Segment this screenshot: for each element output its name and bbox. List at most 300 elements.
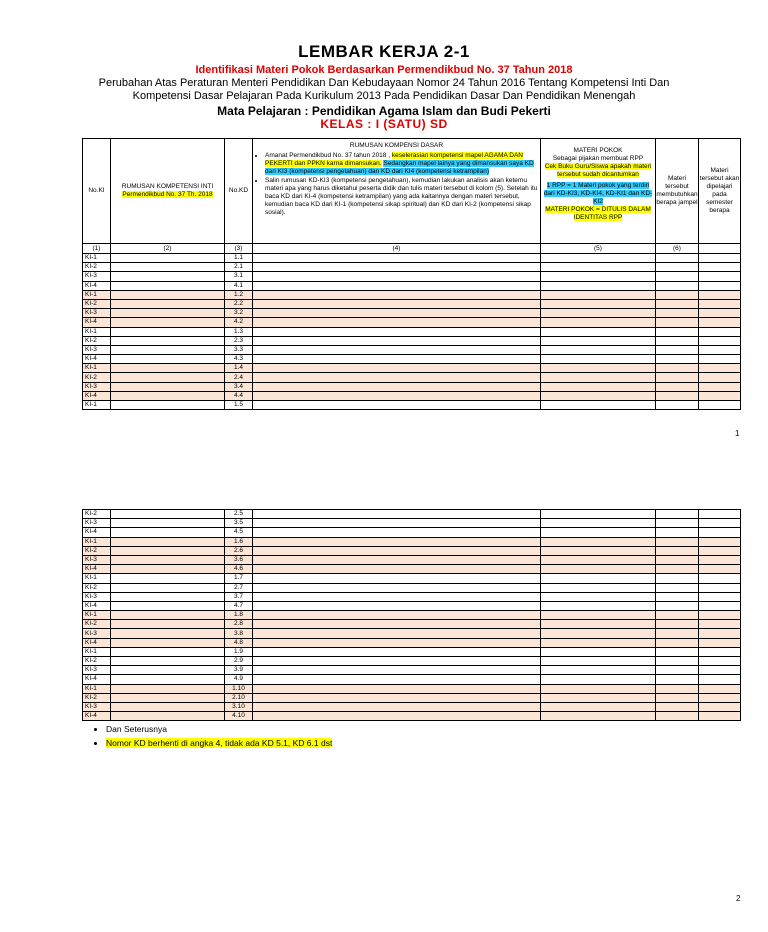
cell-ki-text[interactable]: [111, 364, 225, 373]
cell-ki: KI-2: [83, 546, 111, 555]
cell-kd-text[interactable]: [253, 601, 541, 610]
cell-jampel[interactable]: [656, 546, 699, 555]
note-item-2: [106, 736, 332, 750]
cell-semester[interactable]: [699, 299, 741, 308]
cell-semester[interactable]: [699, 601, 741, 610]
cell-materi[interactable]: [541, 318, 656, 327]
cell-ki-text[interactable]: [111, 657, 225, 666]
cell-kd-text[interactable]: [253, 336, 541, 345]
col-number-2: (2): [111, 244, 225, 254]
cell-semester[interactable]: [699, 401, 741, 410]
cell-kd-text[interactable]: [253, 574, 541, 583]
cell-ki: KI-1: [83, 611, 111, 620]
cell-kd-text[interactable]: [253, 546, 541, 555]
cell-semester[interactable]: [699, 611, 741, 620]
cell-ki-text[interactable]: [111, 510, 225, 519]
cell-jampel[interactable]: [656, 712, 699, 721]
cell-ki-text[interactable]: [111, 318, 225, 327]
worksheet-table-page1: [82, 138, 741, 410]
cell-kd: 2.2: [225, 299, 253, 308]
cell-ki: KI-2: [83, 373, 111, 382]
cell-ki-text[interactable]: [111, 263, 225, 272]
cell-semester[interactable]: [699, 309, 741, 318]
cell-semester[interactable]: [699, 712, 741, 721]
cell-materi[interactable]: [541, 299, 656, 308]
cell-semester[interactable]: [699, 537, 741, 546]
cell-kd: 3.8: [225, 629, 253, 638]
cell-ki-text[interactable]: [111, 299, 225, 308]
cell-materi[interactable]: [541, 510, 656, 519]
cell-semester[interactable]: [699, 583, 741, 592]
cell-semester[interactable]: [699, 555, 741, 564]
table-row: [83, 702, 741, 711]
cell-materi[interactable]: [541, 620, 656, 629]
cell-kd-text[interactable]: [253, 666, 541, 675]
cell-ki-text[interactable]: [111, 336, 225, 345]
table-row: [83, 272, 741, 281]
table-row: [83, 373, 741, 382]
cell-semester[interactable]: [699, 364, 741, 373]
cell-ki: KI-1: [83, 574, 111, 583]
cell-ki-text[interactable]: [111, 309, 225, 318]
cell-kd: 3.6: [225, 555, 253, 564]
cell-kd-text[interactable]: [253, 565, 541, 574]
cell-kd: 2.4: [225, 373, 253, 382]
cell-ki: KI-1: [83, 537, 111, 546]
kd-instruction-2: • Salin rumusan KD-KI3 (kompetensi pengetahuan), kemudian lakukan analisis akan ketemu materi apa yang harus diketahui peserta didik dan tulis materi tersebut di kolom (5). Setelah itu baca KD dari KI-4 (kompetensi ketrampilan) yang ada kaitannya dengan materi tersebut, kemudian baca KD dari KI-1 (kompetensi sikap spiritual) dan KD dari KI-2 (kompetensi sikap sosial).: [265, 177, 538, 217]
cell-materi[interactable]: [541, 555, 656, 564]
cell-materi[interactable]: [541, 327, 656, 336]
header-rumusan-ki-source: [111, 191, 224, 199]
cell-jampel[interactable]: [656, 528, 699, 537]
cell-materi[interactable]: [541, 401, 656, 410]
cell-kd: 4.4: [225, 391, 253, 400]
cell-kd-text[interactable]: [253, 391, 541, 400]
cell-semester[interactable]: [699, 546, 741, 555]
cell-jampel[interactable]: [656, 647, 699, 656]
cell-kd: 4.5: [225, 528, 253, 537]
cell-kd-text[interactable]: [253, 401, 541, 410]
cell-materi[interactable]: [541, 702, 656, 711]
cell-kd-text[interactable]: [253, 290, 541, 299]
col-number-6: (6): [656, 244, 699, 254]
cell-ki-text[interactable]: [111, 546, 225, 555]
cell-materi[interactable]: [541, 272, 656, 281]
cell-semester[interactable]: [699, 281, 741, 290]
cell-kd: 1.8: [225, 611, 253, 620]
cell-semester[interactable]: [699, 702, 741, 711]
cell-materi[interactable]: [541, 391, 656, 400]
cell-ki: KI-2: [83, 583, 111, 592]
cell-kd-text[interactable]: [253, 327, 541, 336]
cell-kd-text[interactable]: [253, 555, 541, 564]
cell-semester[interactable]: [699, 254, 741, 263]
cell-ki: KI-3: [83, 272, 111, 281]
cell-kd: 4.1: [225, 281, 253, 290]
cell-ki-text[interactable]: [111, 281, 225, 290]
cell-materi[interactable]: [541, 693, 656, 702]
cell-ki-text[interactable]: [111, 684, 225, 693]
table-row: [83, 537, 741, 546]
cell-semester[interactable]: [699, 272, 741, 281]
cell-ki: KI-3: [83, 345, 111, 354]
cell-materi[interactable]: [541, 592, 656, 601]
cell-materi[interactable]: [541, 675, 656, 684]
page-number-1: 1: [735, 429, 740, 438]
note-item-1: • Dan Seterusnya: [106, 722, 332, 736]
cell-materi[interactable]: [541, 290, 656, 299]
cell-ki-text[interactable]: [111, 565, 225, 574]
cell-ki-text[interactable]: [111, 620, 225, 629]
cell-jampel[interactable]: [656, 519, 699, 528]
cell-semester[interactable]: [699, 684, 741, 693]
cell-ki-text[interactable]: [111, 647, 225, 656]
cell-kd-text[interactable]: [253, 583, 541, 592]
cell-ki-text[interactable]: [111, 702, 225, 711]
table-row: [83, 693, 741, 702]
cell-jampel[interactable]: [656, 336, 699, 345]
cell-ki-text[interactable]: [111, 693, 225, 702]
cell-jampel[interactable]: [656, 281, 699, 290]
cell-materi[interactable]: [541, 546, 656, 555]
cell-materi[interactable]: [541, 336, 656, 345]
cell-kd: 1.1: [225, 254, 253, 263]
col-number-3: (3): [225, 244, 253, 254]
cell-kd-text[interactable]: [253, 345, 541, 354]
cell-semester[interactable]: [699, 290, 741, 299]
cell-ki-text[interactable]: [111, 629, 225, 638]
cell-semester[interactable]: [699, 391, 741, 400]
cell-jampel[interactable]: [656, 254, 699, 263]
cell-jampel[interactable]: [656, 401, 699, 410]
materi-line-3-text: 1 RPP = 1 Materi pokok yang terdiri dari KD-KI3, KD-KI4, KD-KI1 dan KD-KI2: [543, 182, 653, 205]
cell-semester[interactable]: [699, 327, 741, 336]
cell-ki-text[interactable]: [111, 391, 225, 400]
cell-jampel[interactable]: [656, 318, 699, 327]
cell-kd: 4.8: [225, 638, 253, 647]
cell-jampel[interactable]: [656, 666, 699, 675]
cell-jampel[interactable]: [656, 693, 699, 702]
cell-materi[interactable]: [541, 565, 656, 574]
table-row: [83, 675, 741, 684]
cell-semester[interactable]: [699, 510, 741, 519]
cell-ki-text[interactable]: [111, 528, 225, 537]
cell-ki-text[interactable]: [111, 592, 225, 601]
cell-ki-text[interactable]: [111, 601, 225, 610]
cell-jampel[interactable]: [656, 574, 699, 583]
col-number-7: [699, 244, 741, 254]
cell-jampel[interactable]: [656, 537, 699, 546]
cell-kd: 3.4: [225, 382, 253, 391]
cell-kd-text[interactable]: [253, 675, 541, 684]
cell-kd-text[interactable]: [253, 537, 541, 546]
table-row: [83, 263, 741, 272]
table-row: [83, 355, 741, 364]
kd-instruction-1: [265, 152, 538, 176]
cell-kd-text[interactable]: [253, 693, 541, 702]
cell-materi[interactable]: [541, 666, 656, 675]
kd-instruction-1c: Sedangkan mapel lainya yang dimansukan saya KD dari KI3 (kompetensi pengetahuan) dan KD dari KI4 (kompetensi ketrampilan): [265, 160, 534, 175]
cell-ki: KI-3: [83, 382, 111, 391]
cell-materi[interactable]: [541, 355, 656, 364]
cell-kd: 4.7: [225, 601, 253, 610]
cell-kd-text[interactable]: [253, 657, 541, 666]
cell-ki-text[interactable]: [111, 712, 225, 721]
cell-semester[interactable]: [699, 382, 741, 391]
cell-ki-text[interactable]: [111, 272, 225, 281]
header-no-kd: No.KD: [225, 139, 253, 244]
cell-kd: 4.2: [225, 318, 253, 327]
cell-kd-text[interactable]: [253, 519, 541, 528]
cell-jampel[interactable]: [656, 391, 699, 400]
cell-materi[interactable]: [541, 712, 656, 721]
cell-semester[interactable]: [699, 336, 741, 345]
cell-kd-text[interactable]: [253, 712, 541, 721]
cell-materi[interactable]: [541, 528, 656, 537]
document-subtitle: Identifikasi Materi Pokok Berdasarkan Permendikbud No. 37 Tahun 2018: [195, 64, 573, 76]
cell-materi[interactable]: [541, 263, 656, 272]
materi-line-4: [541, 206, 655, 222]
cell-materi[interactable]: [541, 601, 656, 610]
kd-instruction-1b: keselerasian kompetensi mapel AGAMA DAN PEKERTI dan PPKN karna dimansukan.: [265, 152, 523, 167]
cell-semester[interactable]: [699, 528, 741, 537]
cell-jampel[interactable]: [656, 272, 699, 281]
cell-materi[interactable]: [541, 657, 656, 666]
cell-materi[interactable]: [541, 345, 656, 354]
materi-line-4-text: MATERI POKOK = DITULIS DALAM IDENTITAS RPP: [545, 206, 651, 221]
table-row: [83, 647, 741, 656]
cell-ki-text[interactable]: [111, 555, 225, 564]
header-no-ki: No.KI: [83, 139, 111, 244]
cell-kd-text[interactable]: [253, 272, 541, 281]
cell-ki: KI-1: [83, 290, 111, 299]
cell-ki: KI-4: [83, 281, 111, 290]
header-rumusan-ki: [111, 139, 225, 244]
cell-jampel[interactable]: [656, 355, 699, 364]
table-row: [83, 290, 741, 299]
cell-semester[interactable]: [699, 355, 741, 364]
cell-kd-text[interactable]: [253, 528, 541, 537]
cell-ki-text[interactable]: [111, 611, 225, 620]
cell-jampel[interactable]: [656, 629, 699, 638]
cell-kd-text[interactable]: [253, 629, 541, 638]
cell-kd-text[interactable]: [253, 364, 541, 373]
cell-ki-text[interactable]: [111, 355, 225, 364]
cell-kd: 1.10: [225, 684, 253, 693]
cell-materi[interactable]: [541, 281, 656, 290]
table-row: [83, 510, 741, 519]
cell-ki: KI-4: [83, 601, 111, 610]
cell-ki: KI-4: [83, 638, 111, 647]
cell-ki: KI-2: [83, 510, 111, 519]
kd-instruction-1a: Amanat Permendikbud No. 37 tahun 2018 ,: [265, 152, 391, 159]
cell-jampel[interactable]: [656, 364, 699, 373]
cell-materi[interactable]: [541, 629, 656, 638]
cell-materi[interactable]: [541, 647, 656, 656]
cell-semester[interactable]: [699, 657, 741, 666]
cell-materi[interactable]: [541, 684, 656, 693]
cell-kd: 1.6: [225, 537, 253, 546]
cell-kd: 2.5: [225, 510, 253, 519]
cell-jampel[interactable]: [656, 583, 699, 592]
cell-jampel[interactable]: [656, 592, 699, 601]
cell-kd: 1.3: [225, 327, 253, 336]
cell-kd-text[interactable]: [253, 638, 541, 647]
cell-materi[interactable]: [541, 519, 656, 528]
cell-materi[interactable]: [541, 382, 656, 391]
cell-jampel[interactable]: [656, 657, 699, 666]
cell-jampel[interactable]: [656, 638, 699, 647]
cell-semester[interactable]: [699, 373, 741, 382]
cell-semester[interactable]: [699, 620, 741, 629]
table-row: [83, 611, 741, 620]
header-semester: Materi tersebut akan dipelajari pada semester berapa: [699, 139, 741, 244]
cell-ki: KI-3: [83, 592, 111, 601]
cell-jampel[interactable]: [656, 382, 699, 391]
cell-semester[interactable]: [699, 647, 741, 656]
cell-jampel[interactable]: [656, 327, 699, 336]
cell-materi[interactable]: [541, 583, 656, 592]
table-row: [83, 528, 741, 537]
cell-kd-text[interactable]: [253, 299, 541, 308]
table-row: [83, 657, 741, 666]
cell-materi[interactable]: [541, 574, 656, 583]
cell-ki: KI-1: [83, 401, 111, 410]
header-rumusan-ki-source-text: Permendikbud No. 37 Th. 2018: [122, 191, 213, 198]
header-materi-pokok: [541, 139, 656, 244]
cell-kd-text[interactable]: [253, 592, 541, 601]
cell-ki: KI-2: [83, 336, 111, 345]
cell-ki-text[interactable]: [111, 290, 225, 299]
cell-jampel[interactable]: [656, 675, 699, 684]
cell-kd-text[interactable]: [253, 702, 541, 711]
cell-kd-text[interactable]: [253, 263, 541, 272]
materi-title: MATERI POKOK: [573, 147, 623, 154]
cell-kd-text[interactable]: [253, 254, 541, 263]
cell-jampel[interactable]: [656, 555, 699, 564]
cell-ki: KI-3: [83, 702, 111, 711]
cell-semester[interactable]: [699, 318, 741, 327]
cell-ki: KI-1: [83, 254, 111, 263]
cell-kd-text[interactable]: [253, 309, 541, 318]
cell-semester[interactable]: [699, 565, 741, 574]
table-row: [83, 345, 741, 354]
column-number-row: [83, 244, 741, 254]
cell-kd-text[interactable]: [253, 611, 541, 620]
cell-ki-text[interactable]: [111, 401, 225, 410]
cell-ki: KI-3: [83, 519, 111, 528]
cell-jampel[interactable]: [656, 345, 699, 354]
cell-kd-text[interactable]: [253, 382, 541, 391]
cell-materi[interactable]: [541, 364, 656, 373]
cell-semester[interactable]: [699, 693, 741, 702]
cell-kd: 3.7: [225, 592, 253, 601]
table-row: [83, 318, 741, 327]
cell-ki-text[interactable]: [111, 574, 225, 583]
cell-jampel[interactable]: [656, 510, 699, 519]
cell-materi[interactable]: [541, 611, 656, 620]
cell-ki: KI-4: [83, 565, 111, 574]
cell-semester[interactable]: [699, 629, 741, 638]
materi-line-3: [541, 182, 655, 206]
cell-ki-text[interactable]: [111, 675, 225, 684]
cell-ki-text[interactable]: [111, 638, 225, 647]
cell-materi[interactable]: [541, 309, 656, 318]
cell-kd-text[interactable]: [253, 318, 541, 327]
cell-semester[interactable]: [699, 666, 741, 675]
cell-jampel[interactable]: [656, 684, 699, 693]
cell-materi[interactable]: [541, 638, 656, 647]
cell-kd-text[interactable]: [253, 647, 541, 656]
cell-ki: KI-3: [83, 629, 111, 638]
cell-kd-text[interactable]: [253, 373, 541, 382]
cell-kd: 2.6: [225, 546, 253, 555]
cell-kd: 3.3: [225, 345, 253, 354]
cell-ki-text[interactable]: [111, 519, 225, 528]
cell-materi[interactable]: [541, 254, 656, 263]
table-row: [83, 684, 741, 693]
cell-ki: KI-3: [83, 666, 111, 675]
cell-jampel[interactable]: [656, 611, 699, 620]
cell-semester[interactable]: [699, 574, 741, 583]
cell-kd-text[interactable]: [253, 281, 541, 290]
cell-kd-text[interactable]: [253, 355, 541, 364]
cell-jampel[interactable]: [656, 263, 699, 272]
col-number-4: (4): [253, 244, 541, 254]
cell-kd-text[interactable]: [253, 684, 541, 693]
cell-ki: KI-4: [83, 391, 111, 400]
cell-jampel[interactable]: [656, 565, 699, 574]
cell-materi[interactable]: [541, 373, 656, 382]
cell-jampel[interactable]: [656, 290, 699, 299]
cell-ki: KI-4: [83, 318, 111, 327]
cell-jampel[interactable]: [656, 601, 699, 610]
cell-semester[interactable]: [699, 345, 741, 354]
cell-ki-text[interactable]: [111, 254, 225, 263]
document-description: Perubahan Atas Peraturan Menteri Pendidikan Dan Kebudayaan Nomor 24 Tahun 2016 Tentang Kompetensi Inti Dan Kompetensi Dasar Pelajaran Pada Kurikulum 2013 Pada Pendidikan Dasar Dan Pendidikan Menengah: [98, 77, 670, 102]
cell-kd: 2.7: [225, 583, 253, 592]
cell-kd: 4.10: [225, 712, 253, 721]
cell-ki: KI-4: [83, 528, 111, 537]
cell-ki-text[interactable]: [111, 537, 225, 546]
cell-ki: KI-2: [83, 620, 111, 629]
cell-semester[interactable]: [699, 263, 741, 272]
cell-ki-text[interactable]: [111, 327, 225, 336]
cell-jampel[interactable]: [656, 309, 699, 318]
cell-semester[interactable]: [699, 519, 741, 528]
cell-semester[interactable]: [699, 638, 741, 647]
cell-ki-text[interactable]: [111, 583, 225, 592]
cell-kd: 2.9: [225, 657, 253, 666]
cell-materi[interactable]: [541, 537, 656, 546]
table-row: [83, 592, 741, 601]
cell-jampel[interactable]: [656, 373, 699, 382]
cell-semester[interactable]: [699, 592, 741, 601]
cell-jampel[interactable]: [656, 299, 699, 308]
cell-jampel[interactable]: [656, 620, 699, 629]
cell-jampel[interactable]: [656, 702, 699, 711]
cell-ki-text[interactable]: [111, 382, 225, 391]
cell-ki-text[interactable]: [111, 345, 225, 354]
cell-kd: 3.5: [225, 519, 253, 528]
header-jampel: Materi tersebut membutuhkan berapa jampel: [656, 139, 699, 244]
cell-ki-text[interactable]: [111, 373, 225, 382]
cell-kd-text[interactable]: [253, 510, 541, 519]
cell-kd-text[interactable]: [253, 620, 541, 629]
cell-ki: KI-2: [83, 693, 111, 702]
cell-semester[interactable]: [699, 675, 741, 684]
cell-ki-text[interactable]: [111, 666, 225, 675]
